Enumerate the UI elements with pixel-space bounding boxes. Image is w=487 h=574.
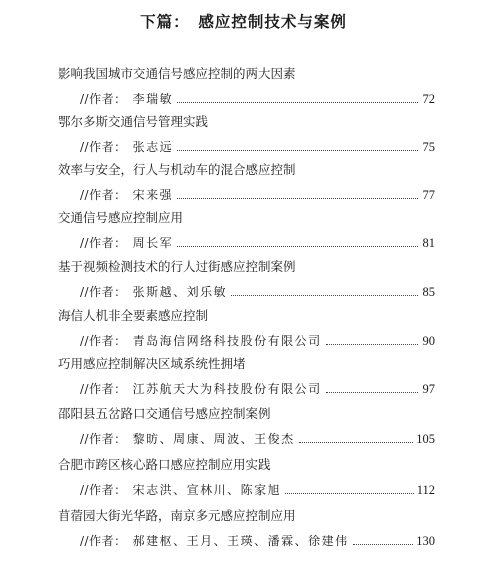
toc-entry bbox=[0, 406, 487, 454]
dot-leader bbox=[177, 246, 418, 247]
author-names: 张志远 bbox=[132, 140, 174, 154]
dot-leader bbox=[326, 392, 418, 393]
toc-author-line bbox=[80, 284, 435, 300]
page-number: 130 bbox=[416, 534, 435, 548]
author-names: 宋志洪、宣林川、陈家旭 bbox=[132, 483, 282, 497]
page-number: 85 bbox=[422, 285, 435, 299]
author-prefix: //作者： bbox=[80, 285, 127, 299]
toc-entry-title: 影响我国城市交通信号感应控制的两大因素 bbox=[58, 66, 296, 81]
toc-entry-title: 基于视频检测技术的行人过街感应控制案例 bbox=[58, 259, 296, 274]
page-number: 105 bbox=[416, 432, 435, 446]
author-names: 郝建枢、王月、王瑛、潘霖、徐建伟 bbox=[132, 534, 349, 548]
dot-leader bbox=[231, 295, 418, 296]
toc-author-line bbox=[80, 533, 435, 549]
toc-entry bbox=[0, 162, 487, 210]
toc-author-line bbox=[80, 139, 435, 155]
toc-entry bbox=[0, 356, 487, 404]
author-prefix: //作者： bbox=[80, 188, 127, 202]
author-prefix: //作者： bbox=[80, 334, 127, 348]
author-names: 宋来强 bbox=[132, 188, 174, 202]
author-prefix: //作者： bbox=[80, 236, 127, 250]
page-number: 81 bbox=[422, 236, 435, 250]
page-number: 75 bbox=[422, 140, 435, 154]
toc-author-line bbox=[80, 91, 435, 107]
dot-leader bbox=[177, 102, 418, 103]
toc-entry-title: 效率与安全，行人与机动车的混合感应控制 bbox=[58, 162, 296, 177]
toc-entry bbox=[0, 508, 487, 556]
toc-entry-title: 苜蓿园大街光华路，南京多元感应控制应用 bbox=[58, 508, 296, 523]
toc-entry bbox=[0, 259, 487, 307]
toc-author-line bbox=[80, 381, 435, 397]
author-names: 周长军 bbox=[132, 236, 174, 250]
toc-entry bbox=[0, 66, 487, 114]
toc-entry bbox=[0, 114, 487, 162]
dot-leader bbox=[299, 442, 414, 443]
author-prefix: //作者： bbox=[80, 140, 127, 154]
toc-entry bbox=[0, 457, 487, 505]
toc-author-line bbox=[80, 431, 435, 447]
toc-entry-title: 鄂尔多斯交通信号管理实践 bbox=[58, 114, 209, 129]
toc-author-line bbox=[80, 333, 435, 349]
dot-leader bbox=[326, 344, 418, 345]
dot-leader bbox=[177, 150, 418, 151]
page-number: 77 bbox=[422, 188, 435, 202]
author-names: 李瑞敏 bbox=[132, 92, 174, 106]
author-prefix: //作者： bbox=[80, 382, 127, 396]
toc-entry-title: 交通信号感应控制应用 bbox=[58, 210, 184, 225]
page-number: 112 bbox=[416, 483, 435, 497]
toc-author-line bbox=[80, 187, 435, 203]
toc-entry-title: 海信人机非全要素感应控制 bbox=[58, 308, 209, 323]
author-prefix: //作者： bbox=[80, 534, 127, 548]
toc-author-line bbox=[80, 482, 435, 498]
page-number: 97 bbox=[422, 382, 435, 396]
dot-leader bbox=[285, 493, 414, 494]
author-prefix: //作者： bbox=[80, 432, 127, 446]
toc-author-line bbox=[80, 235, 435, 251]
dot-leader bbox=[353, 544, 414, 545]
author-prefix: //作者： bbox=[80, 483, 127, 497]
toc-entry bbox=[0, 308, 487, 356]
author-names: 张斯越、刘乐敏 bbox=[132, 285, 228, 299]
author-names: 青岛海信网络科技股份有限公司 bbox=[132, 334, 322, 348]
section-heading: 下篇： 感应控制技术与案例 bbox=[140, 12, 347, 31]
toc-entry-title: 合肥市跨区核心路口感应控制应用实践 bbox=[58, 457, 271, 472]
author-names: 黎昉、周康、周波、王俊杰 bbox=[132, 432, 295, 446]
page-number: 72 bbox=[422, 92, 435, 106]
author-prefix: //作者： bbox=[80, 92, 127, 106]
author-names: 江苏航天大为科技股份有限公司 bbox=[132, 382, 322, 396]
dot-leader bbox=[177, 198, 418, 199]
toc-entry-title: 巧用感应控制解决区域系统性拥堵 bbox=[58, 356, 246, 371]
page-number: 90 bbox=[422, 334, 435, 348]
toc-entry bbox=[0, 210, 487, 258]
toc-entry-title: 邵阳县五岔路口交通信号感应控制案例 bbox=[58, 406, 271, 421]
